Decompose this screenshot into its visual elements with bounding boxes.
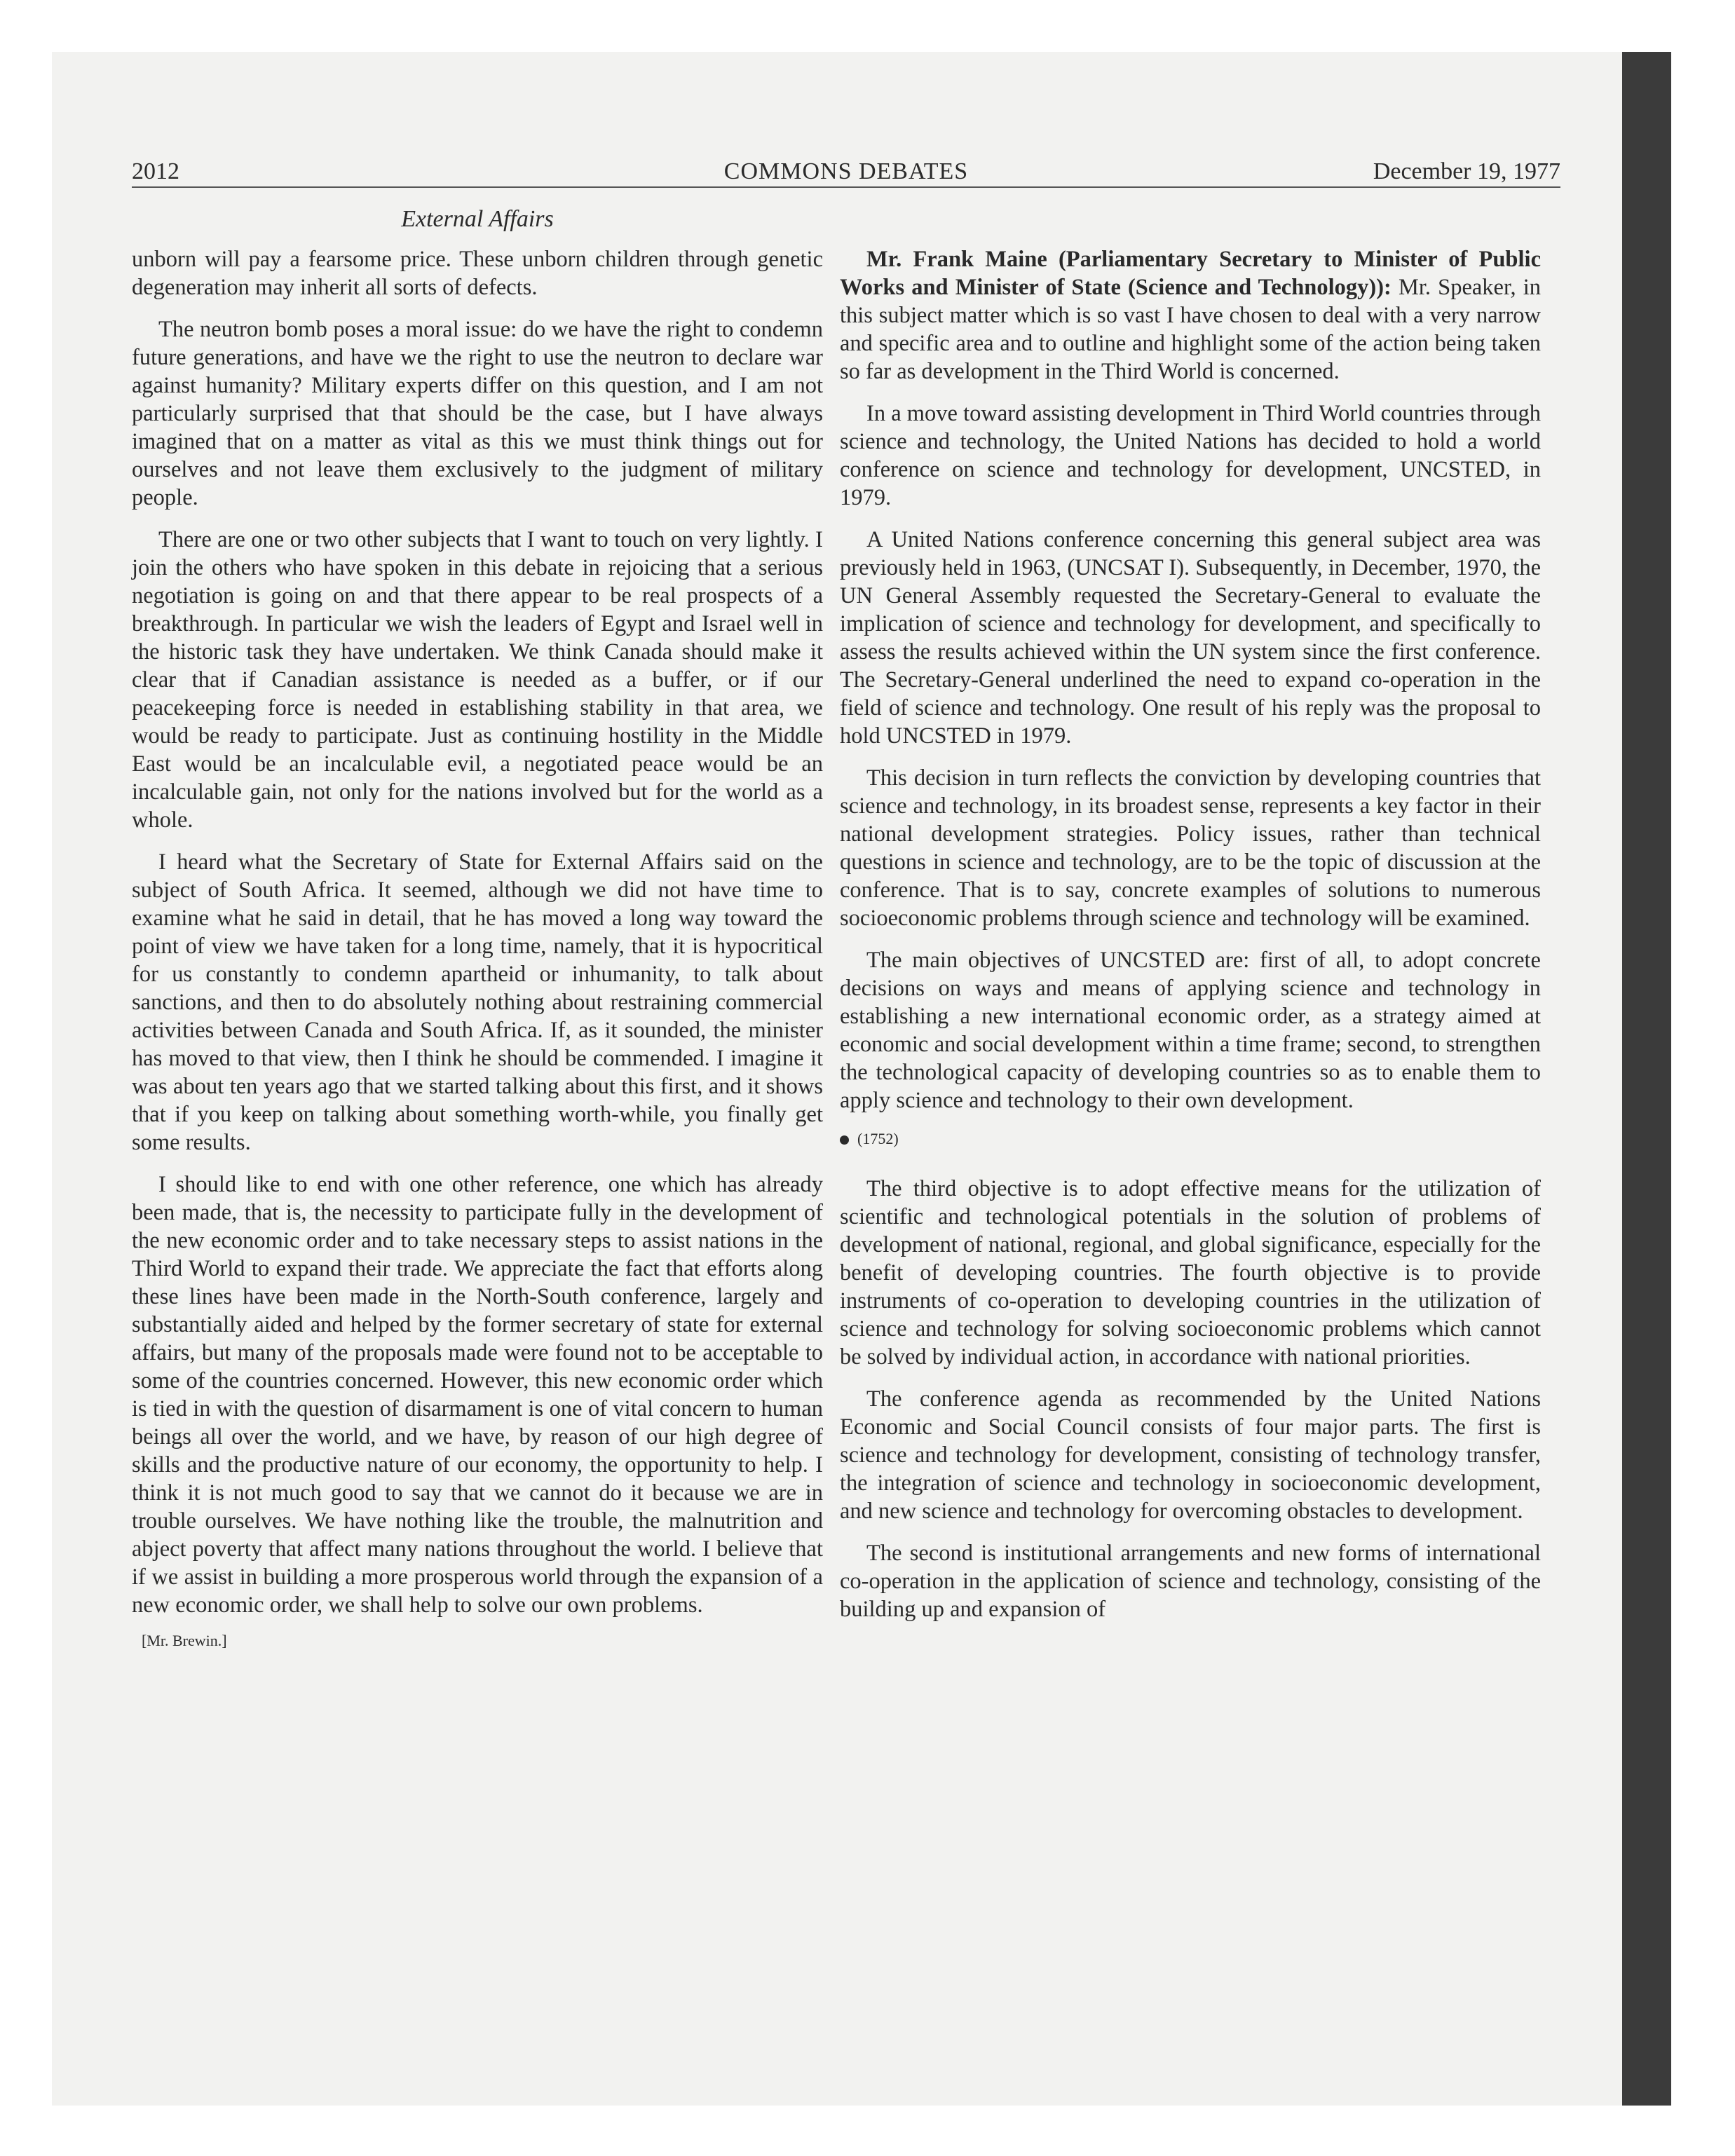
- paragraph: The third objective is to adopt effective means for the utilization of scientific and technological potentials in the solution of problems of development of national, regional, and global significance, especially for the benefit of developing countries. The fourth objective is to provide instruments of co-operation to developing countries in the utilization of science and technology for solving socioeconomic problems which cannot be solved by individual action, in accordance with national priorities.: [840, 1176, 1541, 1370]
- paragraph: The neutron bomb poses a moral issue: do we have the right to condemn future generations, and have we the right to use the neutron to declare war against humanity? Military experts differ on this question, and I am not particularly surprised that that should be the case, but I have always imagined that on a matter as vital as this we must think things out for ourselves and not leave them exclusively to the judgment of military people.: [132, 317, 823, 510]
- left-column: [132, 245, 823, 1651]
- paragraph: [840, 245, 1541, 386]
- paragraph: The second is institutional arrangements and new forms of international co-operation in the application of science and technology, consisting of the building up and expansion of: [840, 1541, 1541, 1622]
- bullet-icon: [840, 1135, 849, 1145]
- publication-title: COMMONS DEBATES: [723, 158, 969, 184]
- speaker-tag: [Mr. Brewin.]: [142, 1632, 227, 1649]
- paragraph: The conference agenda as recommended by the United Nations Economic and Social Council consists of four major parts. The first is science and technology for development, consisting of technology transfer, the integration of science and technology in socioeconomic development, and new science and technology for overcoming obstacles to development.: [840, 1386, 1541, 1524]
- paragraph: In a move toward assisting development in Third World countries through science and technology, the United Nations has decided to hold a world conference on science and technology for development, UNCSTED, in 1979.: [840, 401, 1541, 510]
- scan-edge-shadow: [1622, 52, 1671, 2106]
- page-number: 2012: [132, 158, 179, 184]
- speaker-intro: Mr. Frank Maine (Parliamentary Secretary to Minister of Public Works and Minister of State (Science and Technology)):: [840, 247, 1541, 300]
- paragraph: I should like to end with one other reference, one which has already been made, that is, the necessity to participate fully in the development of the new economic order and to take necessary steps to assist nations in the Third World to expand their trade. We appreciate the fact that efforts along these lines have been made in the North-South conference, largely and substantially aided and helped by the former secretary of state for external affairs, but many of the proposals made were found not to be acceptable to some of the countries concerned. However, this new economic order which is tied in with the question of disarmament is one of vital concern to human beings all over the world, and we have, by reason of our high degree of skills and the productive nature of our economy, the opportunity to help. I think it is not much good to say that we cannot do it because we are in trouble ourselves. We have nothing like the trouble, the malnutrition and abject poverty that affect many nations throughout the world. I believe that if we assist in building a more prosperous world through the expansion of a new economic order, we shall help to solve our own problems.: [132, 1172, 823, 1618]
- paragraph: There are one or two other subjects that I want to touch on very lightly. I join the others who have spoken in this debate in rejoicing that a serious negotiation is going on and that there appear to be real prospects of a breakthrough. In particular we wish the leaders of Egypt and Israel well in the historic task they have undertaken. We think Canada should make it clear that if Canadian assistance is needed as a buffer, or if our peacekeeping force is needed in establishing stability in that area, we would be ready to participate. Just as continuing hostility in the Middle East would be an incalculable evil, a negotiated peace would be an incalculable gain, not only for the nations involved but for the world as a whole.: [132, 527, 823, 833]
- paragraph: unborn will pay a fearsome price. These unborn children through genetic degeneration may inherit all sorts of defects.: [132, 247, 823, 300]
- paragraph: I heard what the Secretary of State for External Affairs said on the subject of South Africa. It seemed, although we did not have time to examine what he said in detail, that he has moved a long way toward the point of view we have taken for a long time, namely, that it is hypocritical for us constantly to condemn apartheid or inhumanity, to talk about sanctions, and then to do absolutely nothing about restraining commercial activities between Canada and South Africa. If, as it sounded, the minister has moved to that view, then I think he should be commended. I imagine it was about ten years ago that we started talking about this first, and it shows that if you keep on talking about something worth-while, you finally get some results.: [132, 850, 823, 1155]
- time-marker: [840, 1128, 1541, 1149]
- publication-date: December 19, 1977: [1373, 158, 1560, 184]
- paragraph: The main objectives of UNCSTED are: first of all, to adopt concrete decisions on ways and means of applying science and technology in establishing a new international economic order, as a strategy aimed at economic and social development within a time frame; second, to strengthen the technological capacity of developing countries so as to enable them to apply science and technology to their own development.: [840, 948, 1541, 1113]
- page-header: [132, 156, 1560, 188]
- section-title: External Affairs: [401, 206, 554, 232]
- paragraph-text: Mr. Speaker, in this subject matter which is so vast I have chosen to deal with a very narrow and specific area and to outline and highlight some of the action being taken so far as development in the Third World is concerned.: [840, 275, 1541, 384]
- paragraph: A United Nations conference concerning this general subject area was previously held in 1963, (UNCSAT I). Subsequently, in December, 1970, the UN General Assembly requested the Secretary-General to evaluate the implication of science and technology for development, and specifically to assess the results achieved within the UN system since the first conference. The Secretary-General underlined the need to expand co-operation in the field of science and technology. One result of his reply was the proposal to hold UNCSTED in 1979.: [840, 527, 1541, 749]
- right-column: [840, 245, 1541, 1637]
- time-marker-text: (1752): [857, 1130, 899, 1147]
- paragraph: This decision in turn reflects the conviction by developing countries that science and technology, in its broadest sense, represents a key factor in their national development strategies. Policy issues, rather than technical questions in science and technology, are to be the topic of discussion at the conference. That is to say, concrete examples of solutions to numerous socioeconomic problems through science and technology will be examined.: [840, 765, 1541, 931]
